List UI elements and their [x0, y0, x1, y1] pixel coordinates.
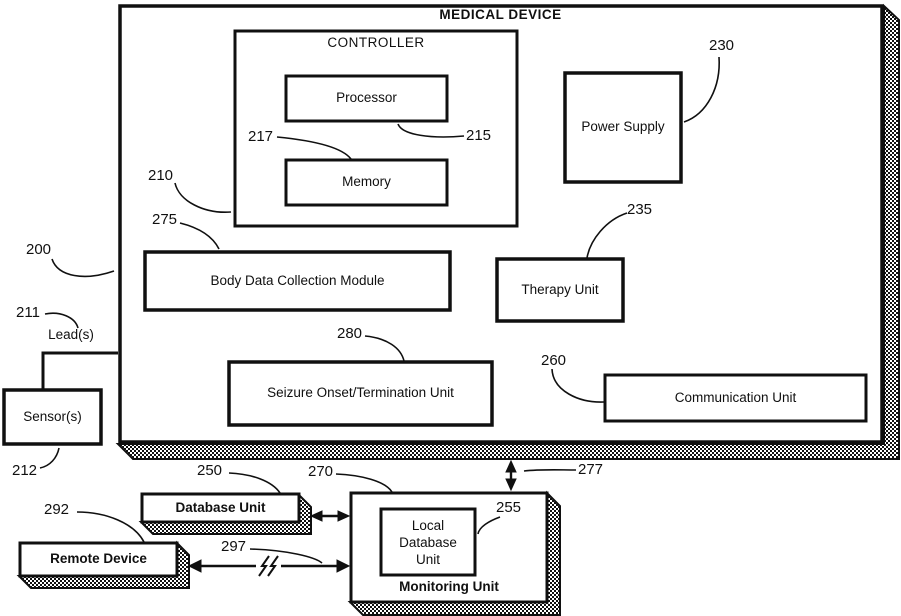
ref-210: 210	[148, 167, 174, 184]
therapy-unit-box	[497, 259, 623, 321]
device-monitor-arrowhead-top	[506, 461, 516, 472]
ref-260: 260	[541, 352, 567, 369]
leader-250	[229, 473, 280, 493]
memory-box	[286, 160, 447, 205]
local-database-unit-label: Local Database Unit	[399, 517, 457, 567]
leads-connector-line	[43, 353, 118, 390]
ref-280: 280	[337, 325, 363, 342]
body-data-collection-label: Body Data Collection Module	[210, 272, 385, 288]
leader-277	[524, 470, 576, 471]
seizure-unit-box	[229, 362, 492, 425]
db-monitor-arrowhead-right	[338, 511, 349, 521]
database-unit-label: Database Unit	[175, 499, 266, 515]
ref-217: 217	[248, 128, 274, 145]
power-supply-box	[565, 73, 681, 182]
leader-200	[52, 259, 114, 276]
ref-250: 250	[197, 462, 223, 479]
sensors-label: Sensor(s)	[23, 408, 82, 424]
controller-label: CONTROLLER	[327, 34, 425, 50]
remote-device-box	[20, 543, 177, 576]
processor-label: Processor	[336, 90, 397, 106]
therapy-unit-label: Therapy Unit	[521, 281, 599, 297]
device-monitor-arrowhead-bottom	[506, 479, 516, 490]
ref-235: 235	[627, 201, 653, 218]
ref-297: 297	[221, 538, 247, 555]
memory-label: Memory	[342, 174, 391, 190]
power-supply-label: Power Supply	[581, 119, 665, 135]
remote-device-label: Remote Device	[50, 551, 147, 567]
remote-monitor-arrowhead-right	[337, 560, 349, 572]
ref-200: 200	[26, 241, 52, 258]
leader-211	[45, 313, 78, 328]
sensors-box	[4, 390, 101, 444]
ref-292: 292	[44, 501, 70, 518]
ref-211: 211	[16, 304, 40, 321]
ref-215: 215	[466, 127, 492, 144]
db-monitor-arrowhead-left	[311, 511, 322, 521]
ref-275: 275	[152, 211, 178, 228]
leader-292	[77, 512, 144, 542]
ref-212: 212	[12, 462, 38, 479]
communication-unit-label: Communication Unit	[674, 389, 797, 405]
leader-212	[40, 448, 59, 468]
medical-device-title: MEDICAL DEVICE	[439, 6, 562, 22]
leader-297	[250, 549, 322, 563]
monitoring-unit-label: Monitoring Unit	[399, 578, 499, 594]
ref-255: 255	[496, 499, 522, 516]
ref-277: 277	[578, 461, 604, 478]
ref-230: 230	[709, 37, 735, 54]
link-break-icon	[259, 556, 278, 576]
seizure-unit-label: Seizure Onset/Termination Unit	[267, 385, 454, 401]
processor-box	[286, 76, 447, 121]
leader-270	[336, 474, 392, 492]
remote-monitor-arrowhead-left	[189, 560, 201, 572]
local-database-unit-box	[381, 509, 475, 575]
ref-270: 270	[308, 463, 334, 480]
leads-label: Lead(s)	[48, 327, 94, 343]
body-data-collection-box	[145, 252, 450, 310]
communication-unit-box	[605, 375, 866, 421]
database-unit-box	[142, 494, 299, 522]
